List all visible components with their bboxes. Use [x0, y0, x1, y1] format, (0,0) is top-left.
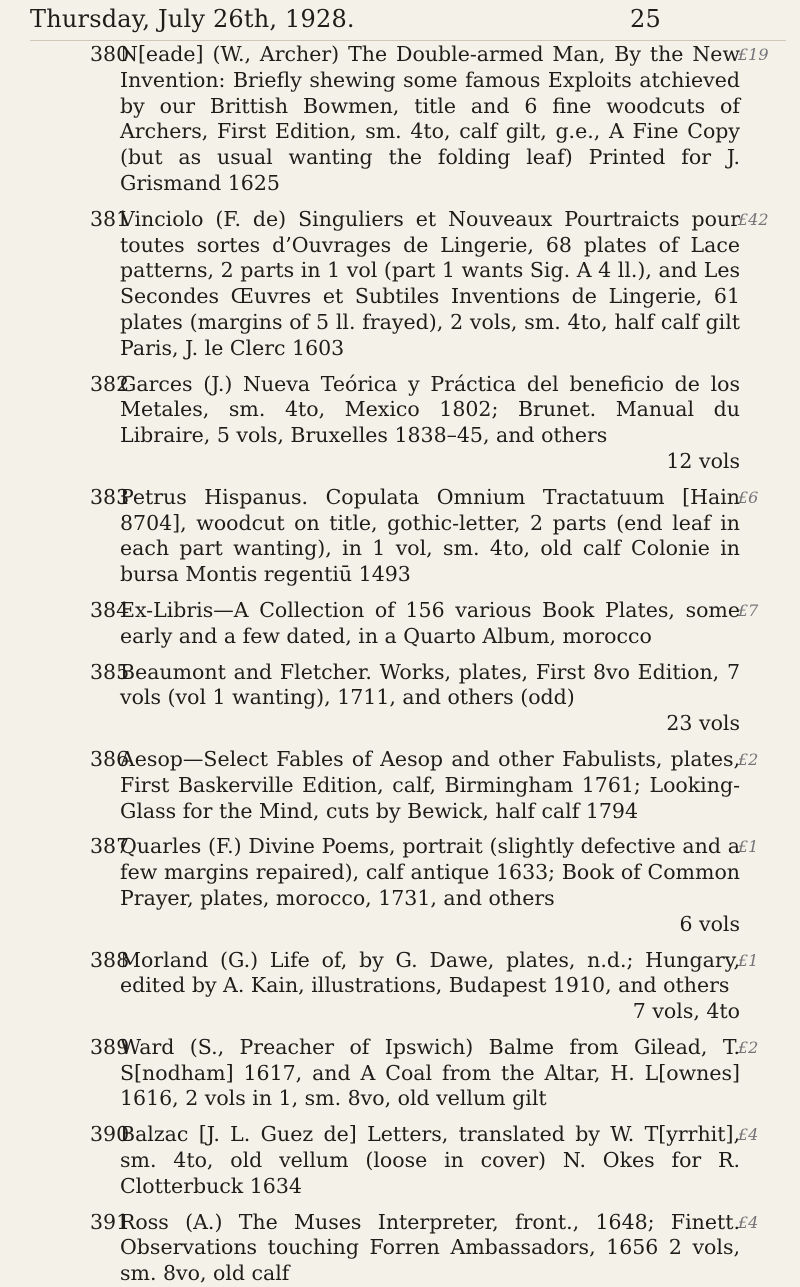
lot-number: 391 — [90, 1209, 130, 1234]
lot-description: N[eade] (W., Archer) The Double-armed Man, By the New Invention: Briefly shewing some famous Exploits atchieved by our Brittish Bowmen, title and 6 fine woodcuts of Archers, First Edition, sm. 4to, calf gilt, g.e., A Fine Copy (but as usual wanting the folding leaf) Printed for J. Grismand 1625 — [120, 42, 740, 195]
lot-description: Beaumont and Fletcher. Works, plates, First 8vo Edition, 7 vols (vol 1 wanting), 1711, and others (odd) — [120, 659, 740, 710]
catalogue-entries — [0, 40, 800, 1287]
lot-entry-390 — [0, 1122, 800, 1199]
lot-quantity: 6 vols — [679, 911, 740, 936]
lot-number: 389 — [90, 1034, 130, 1059]
lot-entry-380 — [0, 42, 800, 197]
lot-number: 383 — [90, 484, 130, 509]
lot-description: Balzac [J. L. Guez de] Letters, translated by W. T[yrrhit], sm. 4to, old vellum (loose in cover) N. Okes for R. Clotterbuck 1634 — [120, 1122, 740, 1198]
handwritten-price: £2 — [738, 1037, 759, 1057]
lot-entry-382 — [0, 372, 800, 475]
lot-entry-383 — [0, 485, 800, 588]
handwritten-price: £4 — [738, 1212, 759, 1232]
lot-description: Ross (A.) The Muses Interpreter, front., 1648; Finett. Observations touching Forren Ambassadors, 1656 2 vols, sm. 8vo, old calf — [120, 1209, 740, 1286]
lot-number: 388 — [90, 947, 130, 972]
lot-number: 386 — [90, 746, 130, 771]
lot-number: 387 — [90, 834, 130, 859]
lot-description: Garces (J.) Nueva Teórica y Práctica del beneficio de los Metales, sm. 4to, Mexico 1802; Brunet. Manual du Libraire, 5 vols, Bruxelles 1838–45, and others — [120, 371, 740, 448]
lot-entry-391 — [0, 1210, 800, 1287]
handwritten-price: £1 — [738, 950, 759, 970]
lot-quantity: 12 vols — [666, 448, 740, 473]
lot-description: Aesop—Select Fables of Aesop and other Fabulists, plates, First Baskerville Edition, calf, Birmingham 1761; Looking-Glass for the Mind, cuts by Bewick, half calf 1794 — [120, 746, 740, 823]
lot-number: 384 — [90, 597, 130, 622]
lot-description: Vinciolo (F. de) Singuliers et Nouveaux Pourtraicts pour toutes sortes d’Ouvrages de Lingerie, 68 plates of Lace patterns, 2 parts in 1 vol (part 1 wants Sig. A 4 ll.), and Les Secondes Œuvres et Subtiles Inventions de Lingerie, 61 plates (margins of 5 ll. frayed), 2 vols, sm. 4to, half calf gilt Paris, J. le Clerc 1603 — [120, 206, 740, 360]
lot-number: 382 — [90, 371, 130, 396]
lot-description: Petrus Hispanus. Copulata Omnium Tractatuum [Hain 8704], woodcut on title, gothic-letter, 2 parts (end leaf in each part wanting), in 1 vol, sm. 4to, old calf Colonie in bursa Montis regentiū 1493 — [120, 484, 740, 587]
lot-number: 381 — [90, 206, 130, 231]
lot-description: Quarles (F.) Divine Poems, portrait (slightly defective and a few margins repaired), calf antique 1633; Book of Common Prayer, plates, morocco, 1731, and others — [120, 834, 740, 910]
handwritten-price: £7 — [738, 600, 759, 620]
lot-entry-386 — [0, 747, 800, 824]
header-date: Thursday, July 26th, 1928. — [30, 5, 355, 33]
lot-entry-387 — [0, 834, 800, 937]
handwritten-price: £2 — [738, 749, 759, 769]
handwritten-price: £19 — [738, 45, 769, 64]
lot-quantity: 23 vols — [666, 711, 740, 736]
handwritten-price: £1 — [738, 837, 759, 857]
lot-description: Ward (S., Preacher of Ipswich) Balme from Gilead, T. S[nodham] 1617, and A Coal from the Altar, H. L[ownes] 1616, 2 vols in 1, sm. 8vo, old vellum gilt — [120, 1034, 740, 1111]
handwritten-price: £6 — [738, 487, 759, 507]
lot-entry-385 — [0, 660, 800, 737]
lot-entry-388 — [0, 948, 800, 1025]
lot-entry-384 — [0, 598, 800, 650]
lot-description: Morland (G.) Life of, by G. Dawe, plates, n.d.; Hungary, edited by A. Kain, illustrations, Budapest 1910, and others — [120, 947, 740, 998]
handwritten-price: £4 — [738, 1125, 759, 1145]
lot-number: 385 — [90, 659, 130, 684]
lot-number: 390 — [90, 1122, 130, 1147]
handwritten-price: £42 — [738, 209, 769, 229]
lot-entry-389 — [0, 1035, 800, 1112]
lot-number: 380 — [90, 42, 130, 66]
page-number: 25 — [630, 5, 661, 33]
lot-quantity: 7 vols, 4to — [632, 999, 740, 1024]
lot-description: Ex-Libris—A Collection of 156 various Book Plates, some early and a few dated, in a Quarto Album, morocco — [120, 597, 740, 648]
lot-entry-381 — [0, 207, 800, 362]
page-header — [30, 0, 786, 41]
